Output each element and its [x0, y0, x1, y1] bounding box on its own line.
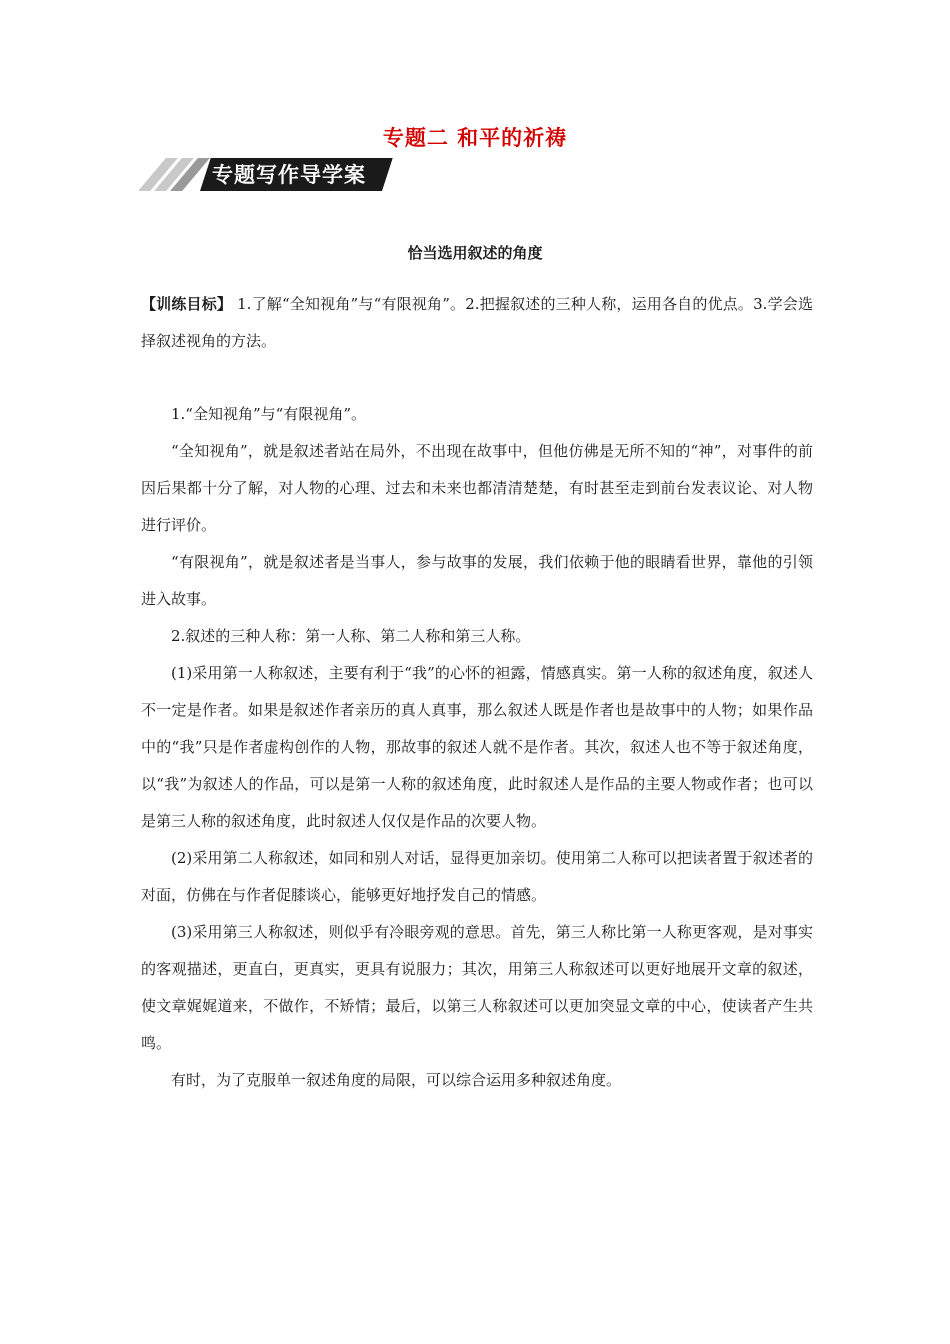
paragraph: (1)采用第一人称叙述，主要有利于“我”的心怀的袒露，情感真实。第一人称的叙述角度，叙述人不一定是作者。如果是叙述作者亲历的真人真事，那么叙述人既是作者也是故事中的人物；如果作品中的“我”只是作者虚构创作的人物，那故事的叙述人就不是作者。其次，叙述人也不等于叙述角度，以“我”为叙述人的作品，可以是第一人称的叙述角度，此时叙述人是作品的主要人物或作者；也可以是第三人称的叙述角度，此时叙述人仅仅是作品的次要人物。	[141, 664, 813, 830]
paragraph: (3)采用第三人称叙述，则似乎有冷眼旁观的意思。首先，第三人称比第一人称更客观，是对事实的客观描述，更直白，更真实，更具有说服力；其次，用第三人称叙述可以更好地展开文章的叙述，使文章娓娓道来，不做作，不矫情；最后，以第三人称叙述可以更加突显文章的中心，使读者产生共鸣。	[141, 923, 813, 1052]
section-banner	[142, 158, 382, 191]
paragraph: (2)采用第二人称叙述，如同和别人对话，显得更加亲切。使用第二人称可以把读者置于叙述者的对面，仿佛在与作者促膝谈心，能够更好地抒发自己的情感。	[141, 849, 813, 904]
paragraph: “有限视角”，就是叙述者是当事人，参与故事的发展，我们依赖于他的眼睛看世界，靠他的引领进入故事。	[141, 553, 813, 608]
training-goal-label: 【训练目标】	[141, 295, 233, 313]
page-title: 专题二 和平的祈祷	[382, 126, 568, 150]
paragraph: “全知视角”，就是叙述者站在局外，不出现在故事中，但他仿佛是无所不知的“神”，对事件的前因后果都十分了解，对人物的心理、过去和未来也都清清楚楚，有时甚至走到前台发表议论、对人物进行评价。	[141, 442, 813, 534]
banner-label: 专题写作导学案	[212, 163, 366, 187]
training-goal-text: 1.了解“全知视角”与“有限视角”。2.把握叙述的三种人称，运用各自的优点。3.学会选择叙述视角的方法。	[141, 295, 813, 350]
paragraph: 1.“全知视角”与“有限视角”。	[171, 405, 366, 423]
document-body	[141, 286, 813, 1099]
section-heading: 恰当选用叙述的角度	[407, 244, 543, 262]
paragraph: 2.叙述的三种人称：第一人称、第二人称和第三人称。	[171, 627, 531, 645]
paragraph: 有时，为了克服单一叙述角度的局限，可以综合运用多种叙述角度。	[171, 1071, 622, 1089]
training-goal	[141, 286, 813, 360]
